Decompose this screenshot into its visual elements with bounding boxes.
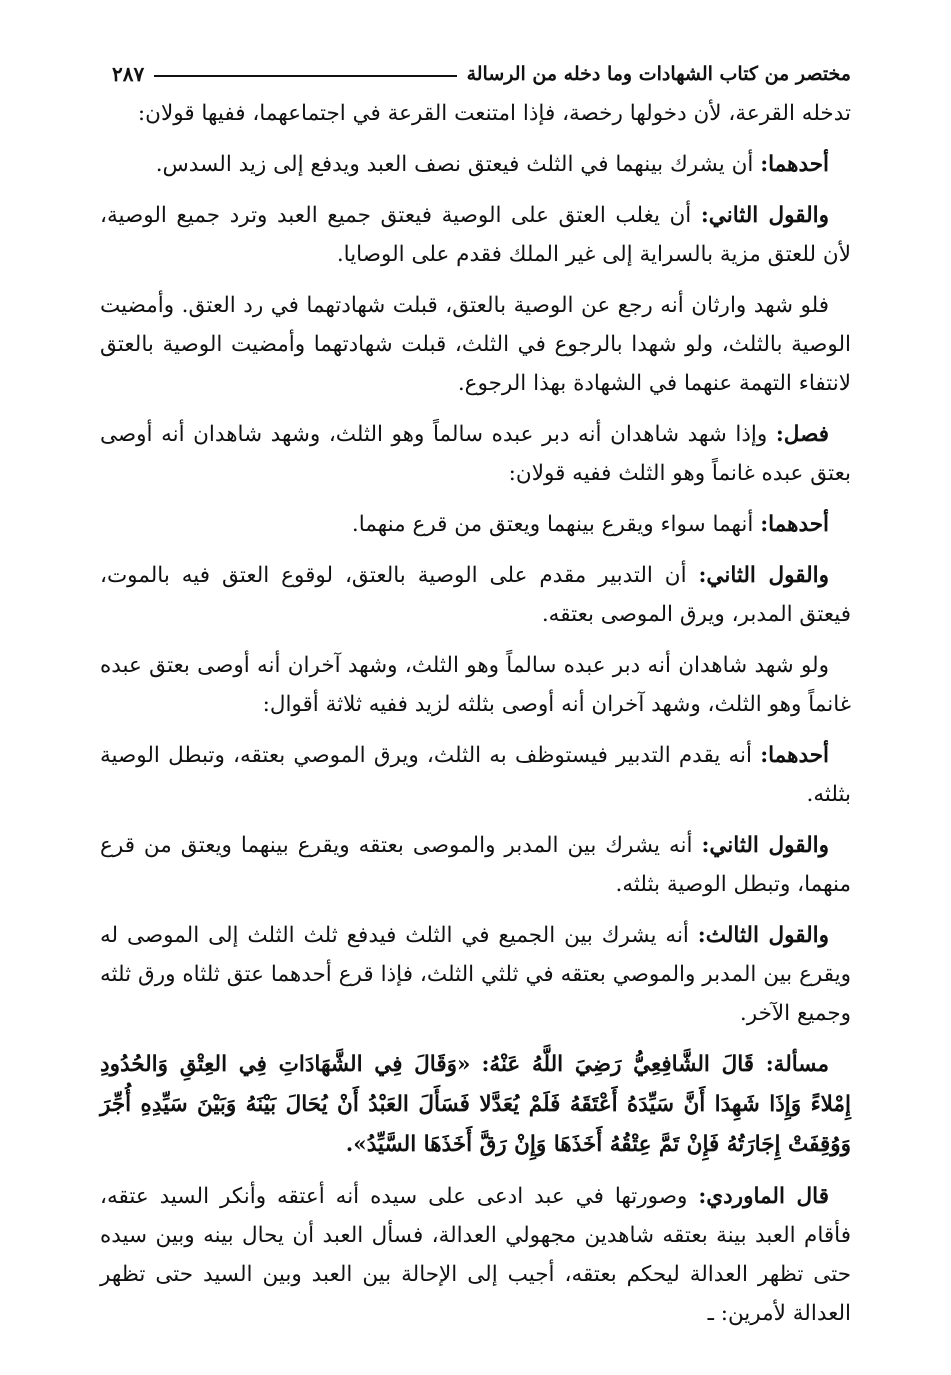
paragraph-lead: والقول الثاني:: [700, 203, 829, 228]
paragraph-text: أن يغلب العتق على الوصية فيعتق جميع العبد وترد جميع الوصية، لأن للعتق مزية بالسراية إلى غير الملك فقدم على الوصايا.: [100, 203, 851, 267]
paragraph-text: وصورتها في عبد ادعى على سيده أنه أعتقه وأنكر السيد عتقه، فأقام العبد بينة بعتقه شاهدين مجهولي العدالة، فسأل العبد أن يحال بينه وبين سيده حتى تظهر العدالة ليحكم بعتقه، أجيب إلى الإحالة بين العبد وبين السيد حتى تظهر العدالة لأمرين: ـ: [100, 1184, 851, 1326]
paragraph-text: فلو شهد وارثان أنه رجع عن الوصية بالعتق، قبلت شهادتهما في رد العتق. وأمضيت الوصية بالثلث، ولو شهدا بالرجوع في الثلث، قبلت شهادتهما وأمضيت الوصية بالعتق لانتفاء التهمة عنهما في الشهادة بهذا الرجوع.: [100, 293, 851, 396]
paragraph-text: أنه يشرك بين الجميع في الثلث فيدفع ثلث الثلث إلى الموصى له ويقرع بين المدبر والموصي بعتقه في ثلثي الثلث، فإذا قرع أحدهما عتق ثلثاه ورق ثلثه وجميع الآخر.: [100, 923, 851, 1026]
paragraph-text: وإذا شهد شاهدان أنه دبر عبده سالماً وهو الثلث، وشهد شاهدان أنه أوصى بعتق عبده غانماً وهو الثلث ففيه قولان:: [100, 422, 851, 486]
header-rule: [154, 75, 456, 77]
running-header: [112, 58, 851, 90]
paragraph-lead: أحدهما:: [760, 152, 829, 177]
paragraph-text: أن التدبير مقدم على الوصية بالعتق، لوقوع العتق فيه بالموت، فيعتق المدبر، ويرق الموصى بعتقه.: [100, 563, 851, 627]
paragraph-lead: قال الماوردي:: [698, 1184, 829, 1209]
paragraph-lead: والقول الثاني:: [698, 563, 829, 588]
paragraph: [100, 736, 851, 814]
paragraph: [100, 196, 851, 274]
paragraph: [100, 1177, 851, 1333]
quoted-text: «وَقَالَ فِي الشَّهَادَاتِ فِي العِتْقِ وَالحُدُودِ إِمْلاءً وَإِذَا شَهِدَا أَنَّ سَيِّدَهُ أَعْتَقَهُ فَلَمْ يُعَدَّلا فَسَأَلَ العَبْدُ أَنْ يُحَالَ بَيْنَهُ وَبَيْنَ سَيِّدِهِ أُجِّرَ وَوُقِفَتْ إِجَارَتُهُ فَإِنْ تَمَّ عِتْقُهُ أَخَذَهَا وَإِنْ رَقَّ أَخَذَهَا السَّيِّدُ».: [100, 1052, 851, 1157]
section-heading: فصل:: [775, 422, 830, 447]
paragraph: [100, 556, 851, 634]
page-body: [100, 94, 851, 1345]
paragraph-lead: والقول الثالث:: [697, 923, 829, 948]
page-number: ٢٨٧: [112, 62, 145, 86]
paragraph-text: تدخله القرعة، لأن دخولها رخصة، فإذا امتنعت القرعة في اجتماعهما، ففيها قولان:: [137, 101, 851, 126]
paragraph-lead: والقول الثاني:: [701, 833, 829, 858]
paragraph: [100, 286, 851, 403]
paragraph: [100, 415, 851, 493]
paragraph: [100, 505, 851, 544]
header-title: مختصر من كتاب الشهادات وما دخله من الرسالة: [466, 63, 851, 85]
paragraph-text: أنهما سواء ويقرع بينهما ويعتق من قرع منهما.: [351, 512, 754, 537]
paragraph: [100, 145, 851, 184]
paragraph-lead: أحدهما:: [760, 743, 829, 768]
paragraph: [100, 1045, 851, 1165]
paragraph-text: أن يشرك بينهما في الثلث فيعتق نصف العبد ويدفع إلى زيد السدس.: [155, 152, 754, 177]
paragraph: [100, 646, 851, 724]
paragraph-text: أنه يقدم التدبير فيستوظف به الثلث، ويرق الموصي بعتقه، وتبطل الوصية بثلثه.: [100, 743, 851, 807]
paragraph: [100, 826, 851, 904]
paragraph-text: أنه يشرك بين المدبر والموصى بعتقه ويقرع بينهما ويعتق من قرع منهما، وتبطل الوصية بثلثه.: [100, 833, 851, 897]
paragraph-lead: أحدهما:: [760, 512, 829, 537]
paragraph: [100, 916, 851, 1033]
paragraph: [100, 94, 851, 133]
paragraph-text: ولو شهد شاهدان أنه دبر عبده سالماً وهو الثلث، وشهد آخران أنه أوصى بعتق عبده غانماً وهو الثلث، وشهد آخران أنه أوصى بثلثه لزيد ففيه ثلاثة أقوال:: [100, 653, 851, 717]
section-heading: مسألة: قَالَ الشَّافِعِيُّ رَضِيَ اللَّهُ عَنْهُ:: [481, 1052, 829, 1077]
